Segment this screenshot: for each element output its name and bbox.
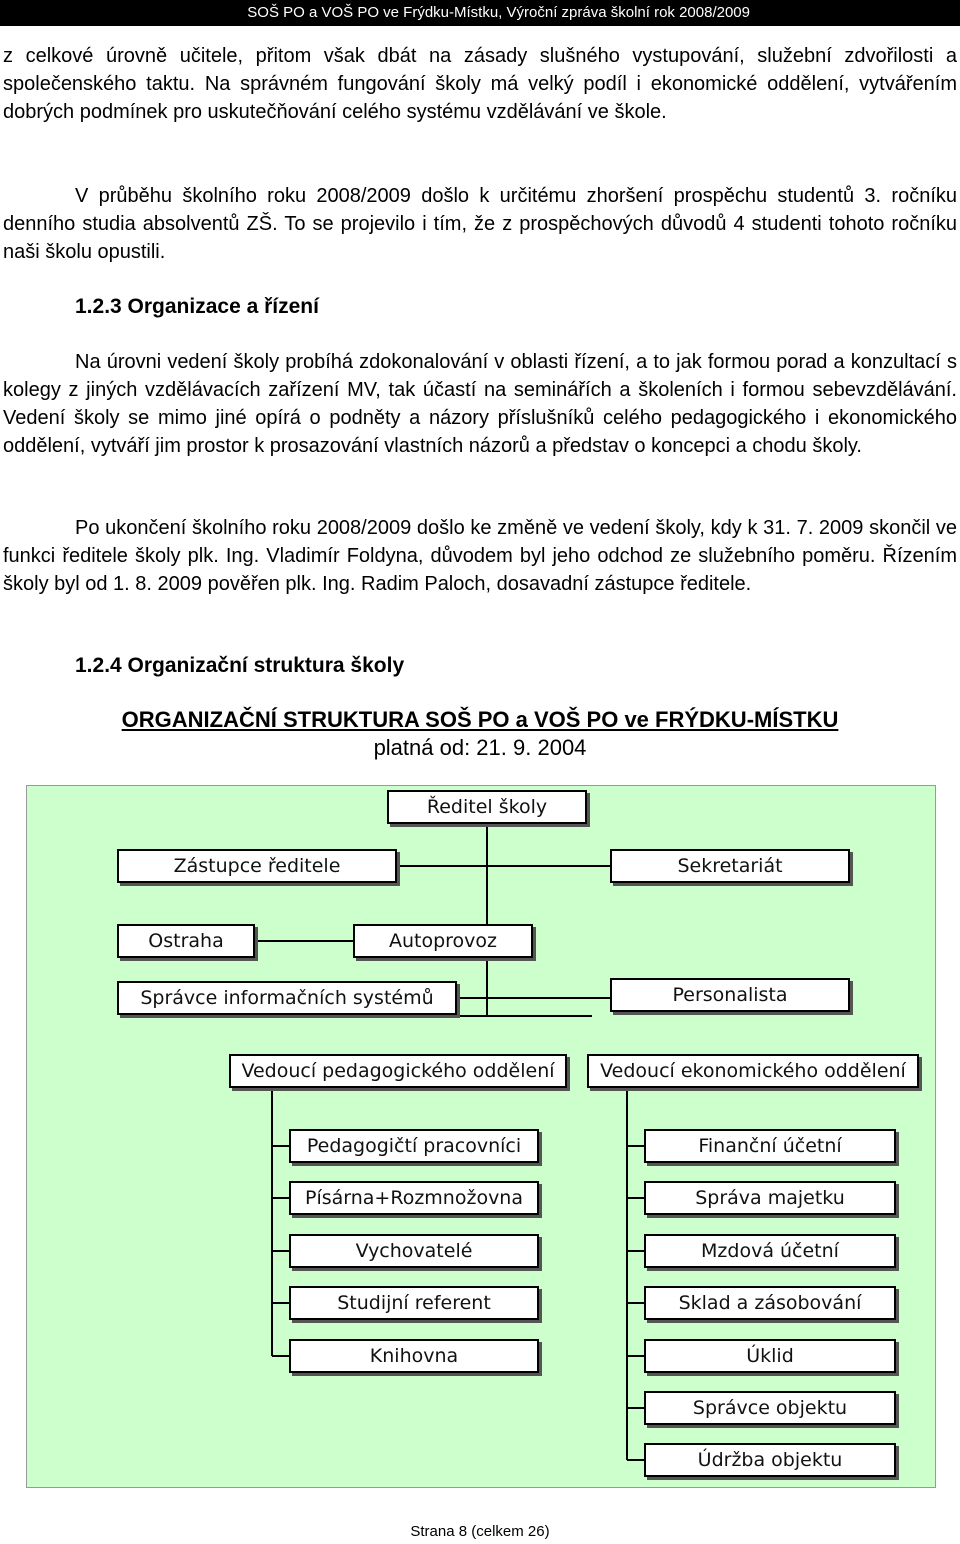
- node-economic-unit: Správa majetku: [644, 1181, 896, 1215]
- node-economic-unit: Mzdová účetní: [644, 1234, 896, 1268]
- node-head-pedagogical: Vedoucí pedagogického oddělení: [229, 1054, 567, 1088]
- node-guard: Ostraha: [117, 924, 255, 958]
- paragraph-management: Na úrovni vedení školy probíhá zdokonalování v oblasti řízení, a to jak formou porad a konzultací s kolegy z jiných vzdělávacích zařízení MV, tak účastí na seminářích a školeních i formou sebevzdělávání. Vedení školy se mimo jiné opírá o podněty a názory příslušníků celého pedagogického i ekonomického oddělení, vytváří jim prostor k prosazování vlastních názorů a představ o koncepci a chodu školy.: [3, 351, 957, 457]
- page-header: [0, 0, 960, 26]
- node-head-economic: Vedoucí ekonomického oddělení: [587, 1054, 919, 1088]
- heading-organizace-a-rizeni: 1.2.3 Organizace a řízení: [75, 295, 319, 318]
- node-pedagogical-unit: Pedagogičtí pracovníci: [289, 1129, 539, 1163]
- node-economic-unit: Úklid: [644, 1339, 896, 1373]
- org-chart: [26, 785, 936, 1488]
- node-pedagogical-unit: Písárna+Rozmnožovna: [289, 1181, 539, 1215]
- node-it-admin: Správce informačních systémů: [117, 981, 457, 1015]
- header-text: SOŠ PO a VOŠ PO ve Frýdku-Místku, Výroční zpráva školní rok 2008/2009: [247, 4, 750, 21]
- node-hr: Personalista: [610, 978, 850, 1012]
- node-director: Ředitel školy: [387, 790, 587, 824]
- node-economic-unit: Finanční účetní: [644, 1129, 896, 1163]
- node-deputy: Zástupce ředitele: [117, 849, 397, 883]
- paragraph-student-results: V průběhu školního roku 2008/2009 došlo k určitému zhoršení prospěchu studentů 3. ročníku denního studia absolventů ZŠ. To se projevilo i tím, že z prospěchových důvodů 4 studenti tohoto ročníku naši školu opustili.: [3, 185, 957, 263]
- node-pedagogical-unit: Studijní referent: [289, 1286, 539, 1320]
- node-pedagogical-unit: Vychovatelé: [289, 1234, 539, 1268]
- page-footer: Strana 8 (celkem 26): [410, 1523, 550, 1540]
- node-pedagogical-unit: Knihovna: [289, 1339, 539, 1373]
- paragraph-director-change: Po ukončení školního roku 2008/2009 došlo ke změně ve vedení školy, kdy k 31. 7. 2009 skončil ve funkci ředitele školy plk. Ing. Vladimír Foldyna, důvodem byl jeho odchod ze služebního poměru. Řízením školy byl od 1. 8. 2009 pověřen plk. Ing. Radim Paloch, dosavadní zástupce ředitele.: [3, 517, 957, 595]
- org-chart-valid-from: platná od: 21. 9. 2004: [373, 735, 587, 760]
- heading-organizacni-struktura: 1.2.4 Organizační struktura školy: [75, 654, 405, 677]
- org-chart-title: ORGANIZAČNÍ STRUKTURA SOŠ PO a VOŠ PO ve FRÝDKU-MÍSTKU: [121, 707, 839, 732]
- node-economic-unit: Správce objektu: [644, 1391, 896, 1425]
- node-economic-unit: Údržba objektu: [644, 1443, 896, 1477]
- node-car-pool: Autoprovoz: [353, 924, 533, 958]
- node-economic-unit: Sklad a zásobování: [644, 1286, 896, 1320]
- paragraph-staff-conduct: z celkové úrovně učitele, přitom však dbát na zásady slušného vystupování, služební zdvořilosti a společenského taktu. Na správném fungování školy má velký podíl i ekonomické oddělení, vytvářením dobrých podmínek pro uskutečňování celého systému vzdělávání ve škole.: [3, 45, 957, 123]
- node-secretariat: Sekretariát: [610, 849, 850, 883]
